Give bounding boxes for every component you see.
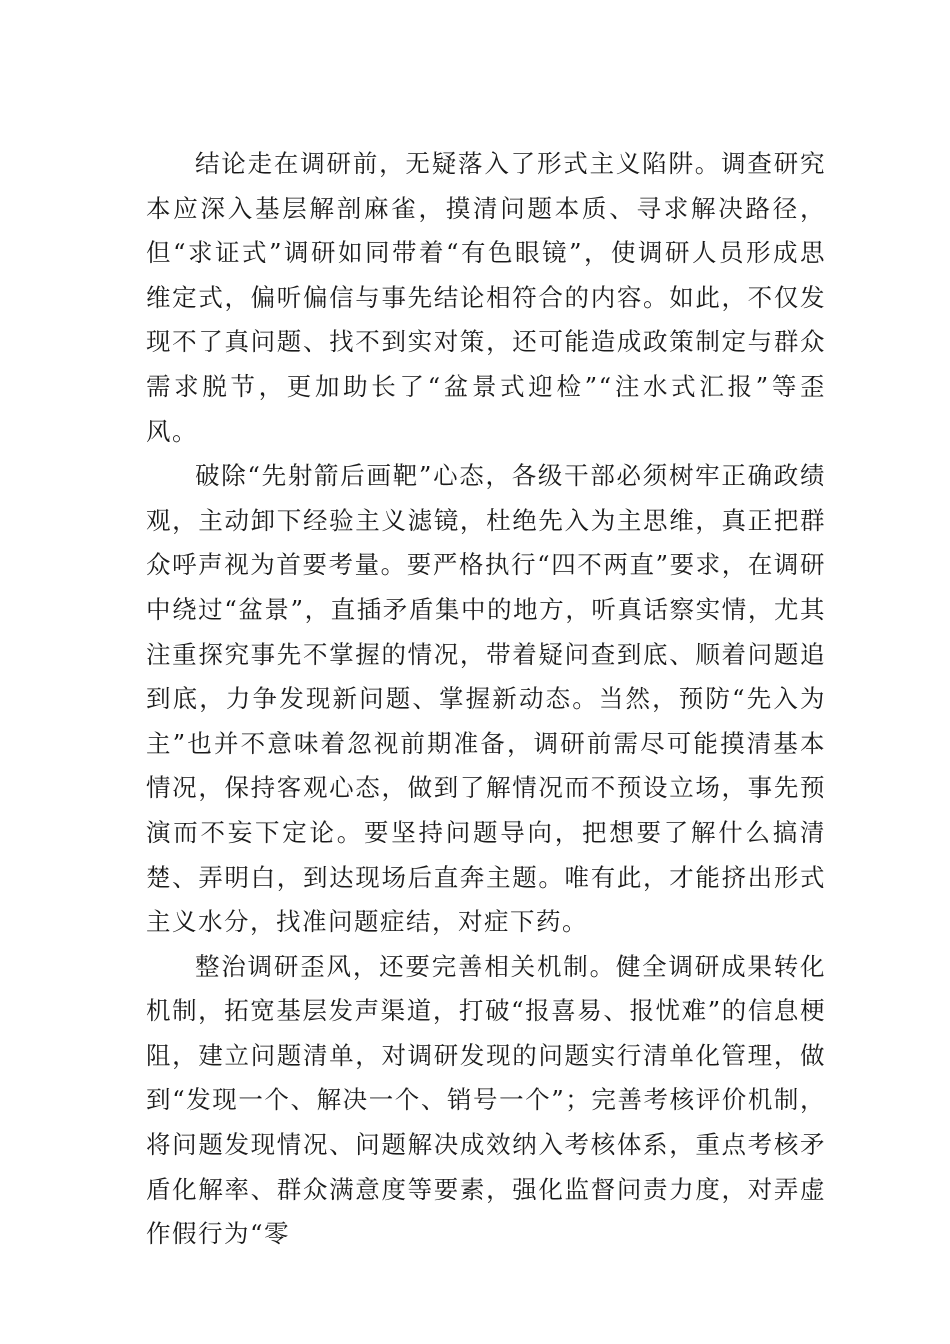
paragraph-2: 破除“先射箭后画靶”心态，各级干部必须树牢正确政绩观，主动卸下经验主义滤镜，杜绝先入为主思维，真正把群众呼声视为首要考量。要严格执行“四不两直”要求，在调研中绕过“盆景”，直插矛盾集中的地方，听真话察实情，尤其注重探究事先不掌握的情况，带着疑问查到底、顺着问题追到底，力争发现新问题、掌握新动态。当然，预防“先入为主”也并不意味着忽视前期准备，调研前需尽可能摸清基本情况，保持客观心态，做到了解情况而不预设立场，事先预演而不妄下定论。要坚持问题导向，把想要了解什么搞清楚、弄明白，到达现场后直奔主题。唯有此，才能挤出形式主义水分，找准问题症结，对症下药。 bbox=[146, 461, 826, 937]
paragraph-1: 结论走在调研前，无疑落入了形式主义陷阱。调查研究本应深入基层解剖麻雀，摸清问题本质、寻求解决路径，但“求证式”调研如同带着“有色眼镜”，使调研人员形成思维定式，偏听偏信与事先结论相符合的内容。如此，不仅发现不了真问题、找不到实对策，还可能造成政策制定与群众需求脱节，更加助长了“盆景式迎检”“注水式汇报”等歪风。 bbox=[146, 149, 826, 446]
document-body bbox=[146, 142, 826, 1257]
paragraph-3: 整治调研歪风，还要完善相关机制。健全调研成果转化机制，拓宽基层发声渠道，打破“报喜易、报忧难”的信息梗阻，建立问题清单，对调研发现的问题实行清单化管理，做到“发现一个、解决一个、销号一个”；完善考核评价机制，将问题发现情况、问题解决成效纳入考核体系，重点考核矛盾化解率、群众满意度等要素，强化监督问责力度，对弄虚作假行为“零 bbox=[146, 951, 826, 1249]
